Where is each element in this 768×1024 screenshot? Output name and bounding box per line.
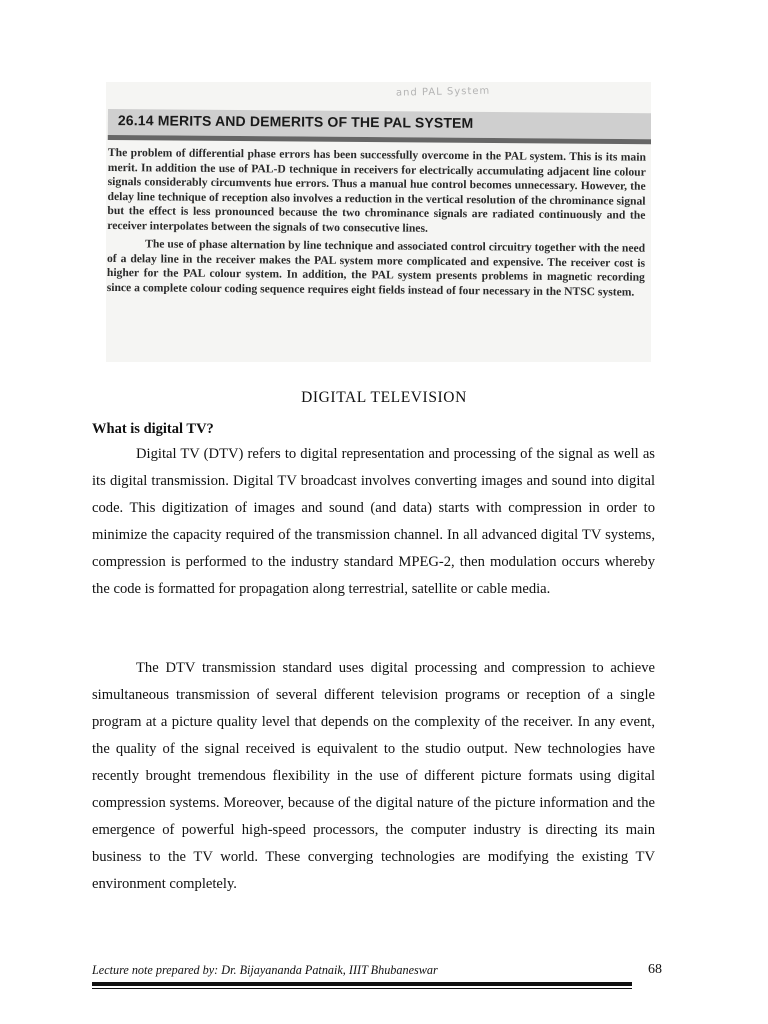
- scan-paragraph: The problem of differential phase errors has been successfully overcome in the PAL system. This is its main merit. In addition the use of PAL-D technique in receivers for electrically accumulating adjacent line colour signals considerably circumvents hue errors. Thus a manual hue control becomes unnecessary. However, the delay line technique of reception also involves a reduction in the vertical resolution of the chrominance signal but the effect is less pronounced because the two chrominance signals are radiated continuously and the receiver interpolates between the signals of two consecutive lines.: [107, 146, 646, 235]
- scan-bleed-text: and PAL System: [395, 85, 491, 99]
- subsection-title: What is digital TV?: [92, 421, 214, 437]
- scan-heading-bar: [108, 109, 651, 147]
- body-paragraph: The DTV transmission standard uses digital processing and compression to achieve simultaneous transmission of several different television programs or reception of a single program at a picture quality level that depends on the complexity of the receiver. In any event, the quality of the signal received is equivalent to the studio output. New technologies have recently brought tremendous flexibility in the use of different picture formats using digital compression systems. Moreover, because of the digital nature of the picture information and the emergence of powerful high-speed processors, the computer industry is directing its main business to the TV world. These converging technologies are modifying the existing TV environment completely.: [92, 660, 655, 892]
- scanned-excerpt: [106, 82, 651, 362]
- scan-paragraph: The use of phase alternation by line technique and associated control circuitry together with the need of a delay line in the receiver makes the PAL system more complicated and expensive. The receiver cost is higher for the PAL colour system. In addition, the PAL system presents problems in magnetic recording since a complete colour coding sequence requires eight fields instead of four necessary in the NTSC system.: [106, 237, 646, 299]
- section-title: DIGITAL TELEVISION: [301, 389, 467, 406]
- body-paragraph: Digital TV (DTV) refers to digital representation and processing of the signal as well as its digital transmission. Digital TV broadcast involves converting images and sound into digital code. This digitization of images and sound (and data) starts with compression in order to minimize the capacity required of the transmission channel. In all advanced digital TV systems, compression is performed to the industry standard MPEG-2, then modulation occurs whereby the code is formatted for propagation along terrestrial, satellite or cable media.: [92, 446, 655, 597]
- footer-credit: Lecture note prepared by: Dr. Bijayananda Patnaik, IIIT Bhubaneswar: [92, 963, 438, 977]
- footer-rule-thin: [92, 988, 632, 989]
- page-number: 68: [648, 962, 662, 977]
- scan-body: [107, 146, 646, 300]
- scan-heading: 26.14 MERITS AND DEMERITS OF THE PAL SYSTEM: [117, 112, 474, 131]
- footer-rule: [92, 982, 632, 986]
